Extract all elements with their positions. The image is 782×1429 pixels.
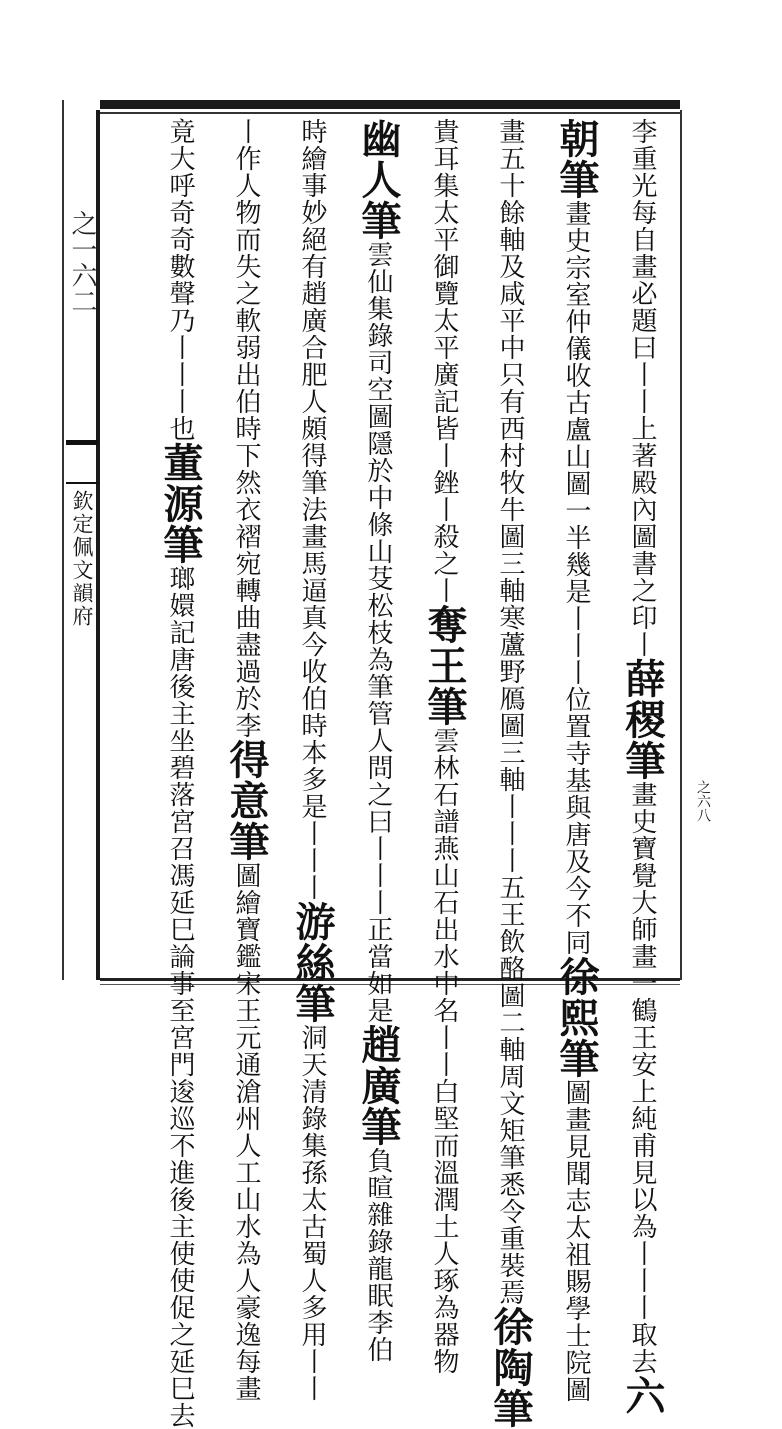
page-number: 之六八 (695, 780, 711, 822)
entry-text: 竟大呼奇奇數聲乃丨丨丨也 (165, 118, 195, 442)
text-column-5 (350, 118, 406, 1363)
entry-heading: 游絲筆 (289, 901, 336, 1024)
entry-heading: 董源筆 (157, 442, 204, 565)
entry-text: 雲仙集錄司空圖隱於中條山芟松枝為筆管人問之曰丨丨丨正當如是 (363, 241, 393, 1024)
text-column-8 (152, 118, 208, 1429)
entry-text: 貴耳集太平御覽太平廣記皆丨銼丨殺之丨 (429, 118, 459, 604)
entry-heading: 徐陶筆 (487, 1306, 534, 1429)
entry-heading: 六 (619, 1375, 666, 1416)
entry-heading: 趙廣筆 (355, 1024, 402, 1147)
top-border-rule-thin (100, 112, 680, 114)
entry-text: 雲林石譜燕山石出水中名丨丨白堅而溫潤土人琢為器物 (429, 727, 459, 1375)
fishtail-mark (66, 440, 98, 484)
entry-text: 畫史宗室仲儀收古盧山圖一半幾是丨丨丨位置寺基與唐及今不同 (561, 200, 591, 956)
text-column-2 (548, 118, 604, 1403)
entry-heading: 薛稷筆 (619, 658, 666, 781)
entry-text: 圖繪寶鑑宋王元通滄州人工山水為人豪逸每畫 (231, 862, 261, 1402)
text-column-7 (218, 118, 274, 1402)
entry-heading: 朝筆 (553, 118, 600, 200)
entry-text: 圖畫見聞志太祖賜學士院圖 (561, 1079, 591, 1403)
right-frame-rule (680, 110, 682, 980)
banxin-margin (62, 100, 98, 980)
entry-heading: 徐熙筆 (553, 956, 600, 1079)
entry-text: 洞天清錄集孫太古蜀人多用丨丨 (297, 1024, 327, 1402)
top-border-rule (100, 100, 680, 109)
entry-text: 負暄雜錄龍眠李伯 (363, 1147, 393, 1363)
entry-text: 畫五十餘軸及咸平中只有西村牧牛圖三軸寒蘆野鴈圖三軸丨丨丨五王飲酪圖二軸周文矩筆悉令重裝焉 (495, 118, 525, 1306)
entry-text: 畫史寶覺大師畫一鶴王安上純甫見以為丨丨丨取去 (627, 781, 657, 1375)
text-column-1 (614, 118, 670, 1416)
entry-text: 丨作人物而失之軟弱出伯時下然衣褶宛轉曲盡過於李 (231, 118, 261, 739)
entry-text: 瑯嬛記唐後主坐碧落宮召馮延巳論事至宮門逡巡不進後主使使促之延巳去 (165, 565, 195, 1429)
entry-text: 李重光每自畫必題曰丨丨上著殿內圖書之印丨 (627, 118, 657, 658)
entry-text: 時繪事妙絕有趙廣合肥人頗得筆法畫馬逼真今收伯時本多是丨丨丨 (297, 118, 327, 901)
text-column-3 (482, 118, 538, 1429)
text-column-6 (284, 118, 340, 1402)
book-title: 欽定佩文韻府 (70, 490, 94, 628)
entry-heading: 幽人筆 (355, 118, 402, 241)
entry-heading: 奪王筆 (421, 604, 468, 727)
entry-heading: 得意筆 (223, 739, 270, 862)
text-column-4 (416, 118, 472, 1375)
margin-broken-characters: 之一六二 (67, 210, 97, 314)
